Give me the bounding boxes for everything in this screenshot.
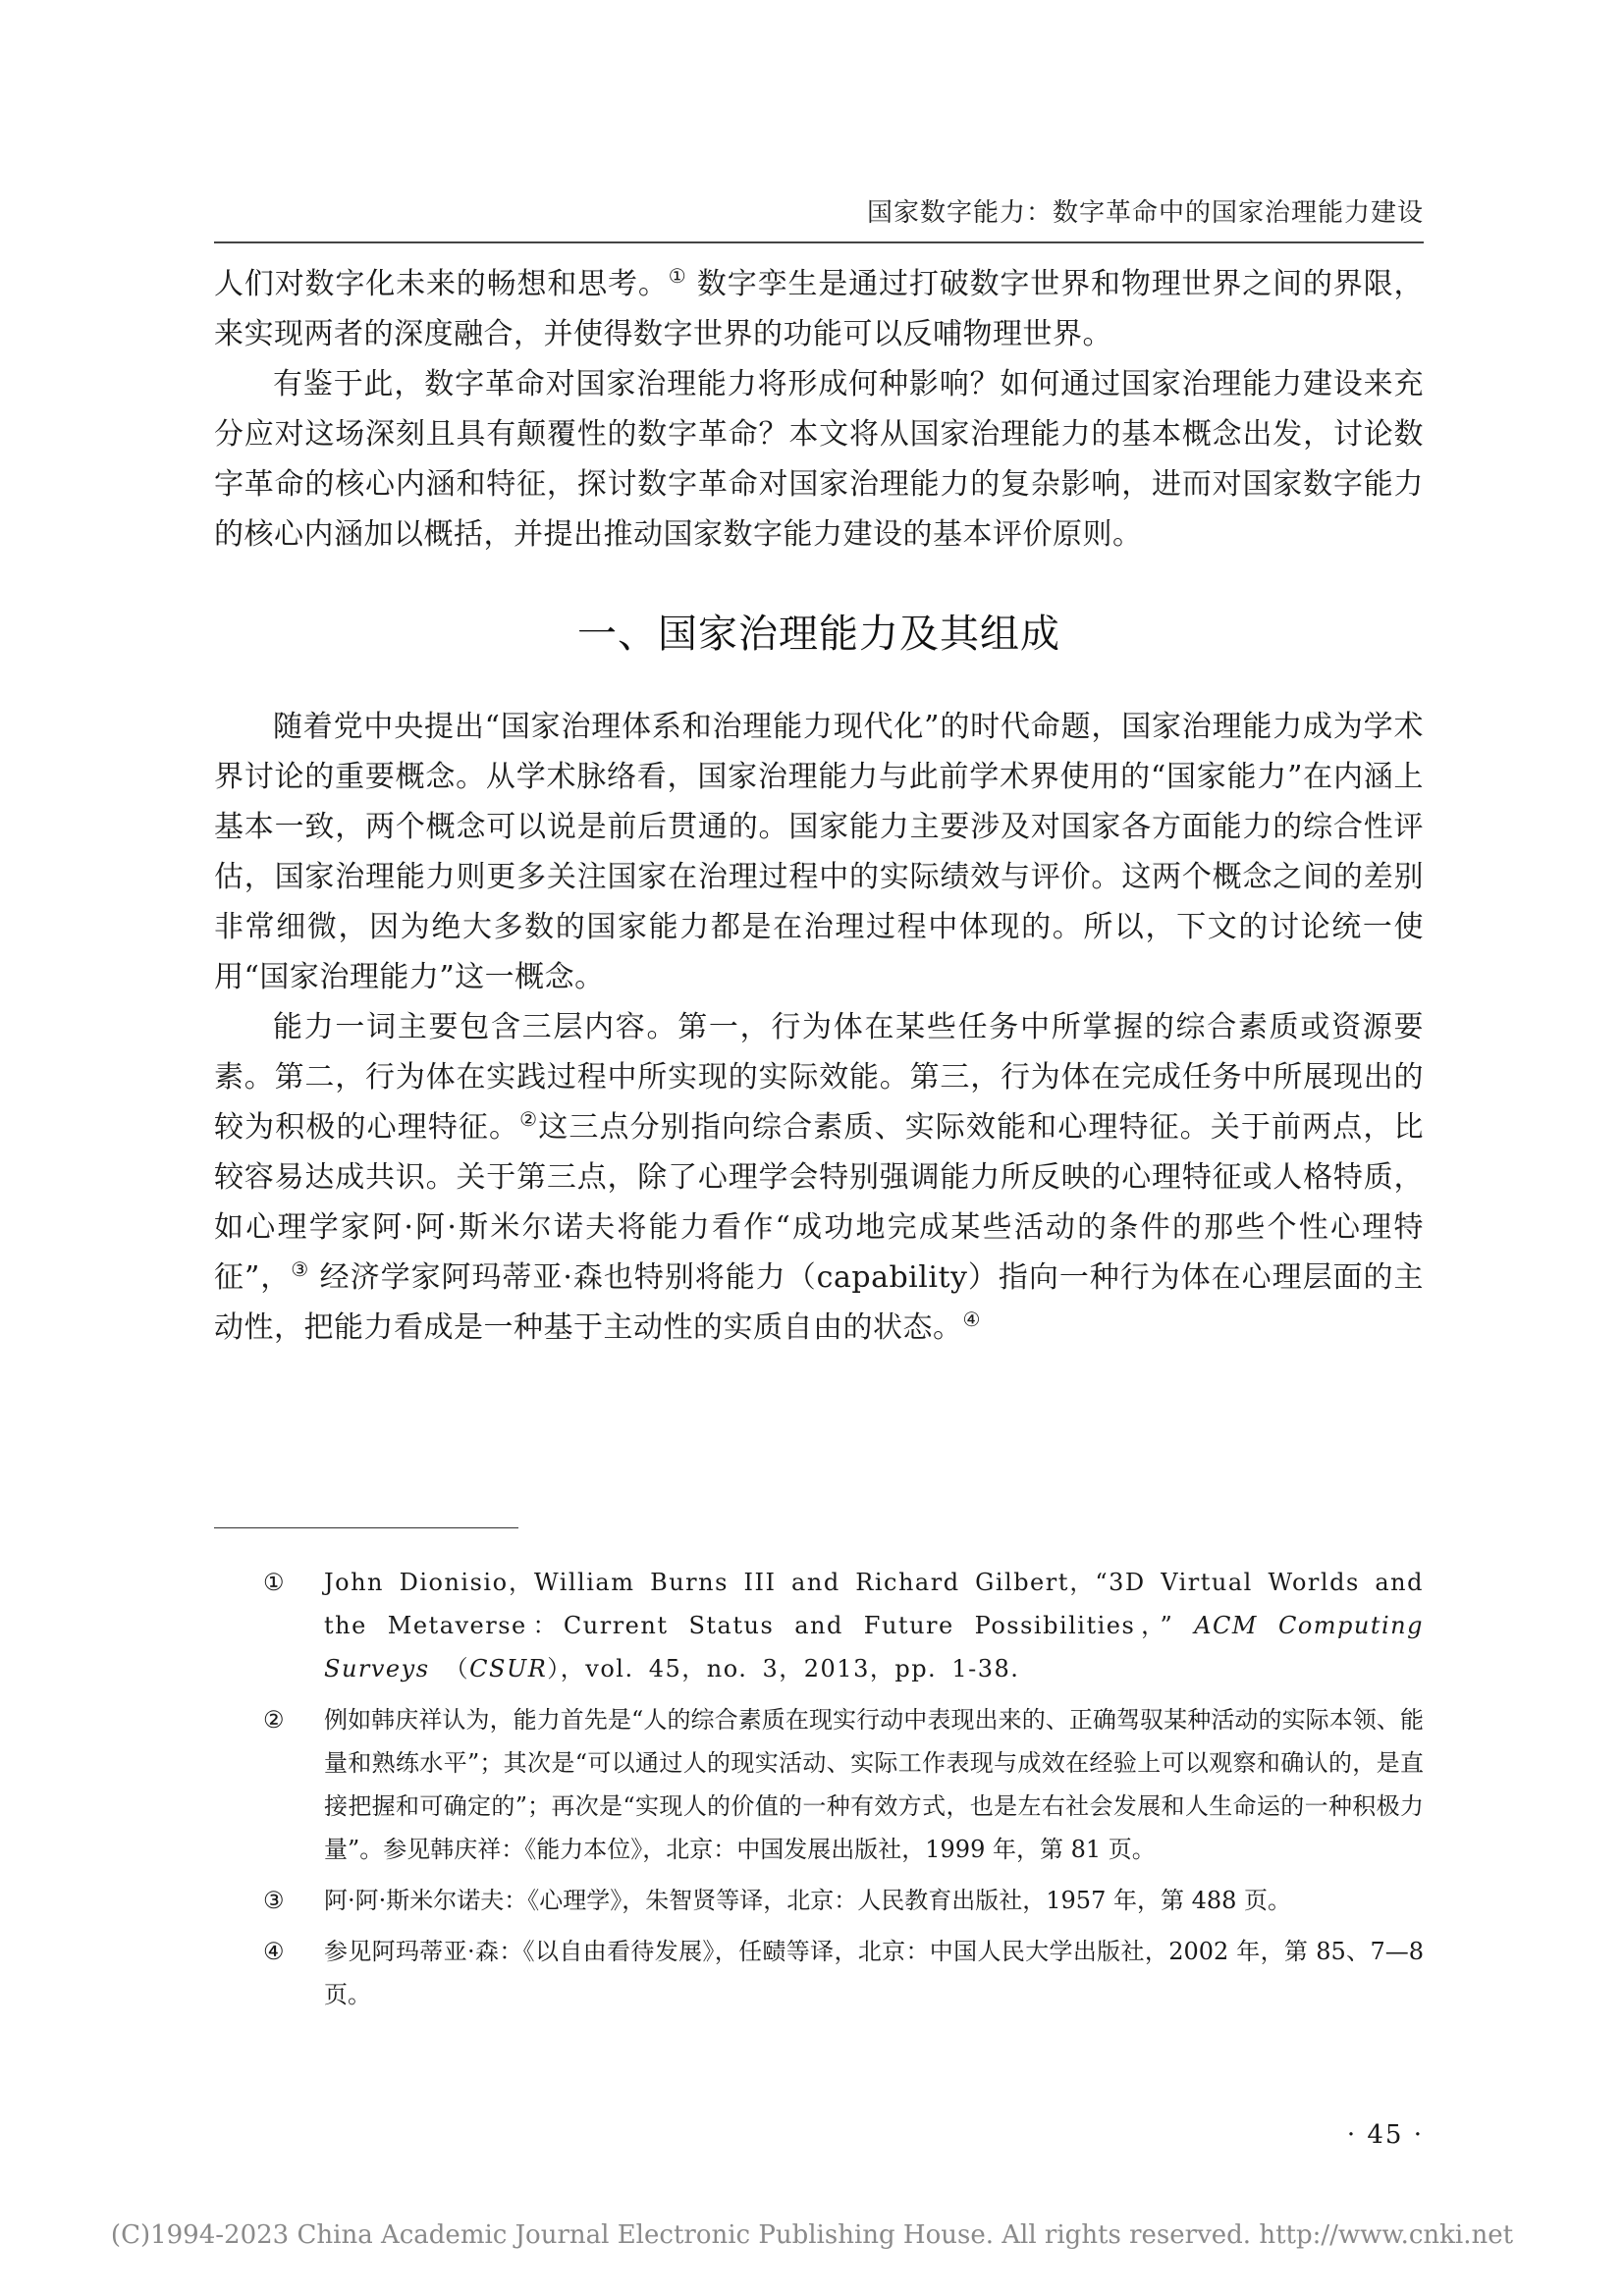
paragraph-text: 数字孪生是通过打破数字世界和物理世界之间的界限，来实现两者的深度融合，并使得数字世界的功能可以反哺物理世界。 (214, 267, 1424, 351)
footnote-ref[interactable]: ① (668, 264, 687, 288)
footnote-text: 参见阿玛蒂亚·森：《以自由看待发展》，任赜等译，北京：中国人民大学出版社，2002 年，第 85、7—8 页。 (324, 1938, 1424, 2008)
footnote-text (324, 1561, 1424, 1690)
paragraph-text: 经济学家阿玛蒂亚·森也特别将能力（capability）指向一种行为体在心理层面的主动性，把能力看成是一种基于主动性的实质自由的状态。 (214, 1260, 1424, 1345)
paragraph-text: 能力一词主要包含三层内容。第一，行为体在某些任务中所掌握的综合素质或资源要素。第二，行为体在实践过程中所实现的实际效能。第三，行为体在完成任务中所展现出的较为积极的心理特征。 (214, 1010, 1424, 1145)
article-body (214, 259, 1424, 1353)
footnote-number: ③ (263, 1887, 285, 1914)
section-title: 一、国家治理能力及其组成 (577, 612, 1060, 657)
footnote-number: ① (263, 1569, 285, 1596)
paragraph: 有鉴于此，数字革命对国家治理能力将形成何种影响？如何通过国家治理能力建设来充分应对这场深刻且具有颠覆性的数字革命？本文将从国家治理能力的基本概念出发，讨论数字革命的核心内涵和特征，探讨数字革命对国家治理能力的复杂影响，进而对国家数字能力的核心内涵加以概括，并提出推动国家数字能力建设的基本评价原则。 (214, 367, 1424, 552)
journal-title: ACM Computing Surveys (324, 1612, 1424, 1682)
copyright-watermark: (C)1994-2023 China Academic Journal Electronic Publishing House. All rights reserved. http://www.cnki.net (110, 2220, 1514, 2250)
header-rule (214, 241, 1424, 243)
footnote (263, 1879, 1424, 1922)
paragraph: 随着党中央提出“国家治理体系和治理能力现代化”的时代命题，国家治理能力成为学术界讨论的重要概念。从学术脉络看，国家治理能力与此前学术界使用的“国家能力”在内涵上基本一致，两个概念可以说是前后贯通的。国家能力主要涉及对国家各方面能力的综合性评估，国家治理能力则更多关注国家在治理过程中的实际绩效与评价。这两个概念之间的差别非常细微，因为绝大多数的国家能力都是在治理过程中体现的。所以，下文的讨论统一使用“国家治理能力”这一概念。 (214, 710, 1424, 994)
paragraph-text: 人们对数字化未来的畅想和思考。 (214, 267, 669, 301)
footnote (263, 1561, 1424, 1690)
running-header: 国家数字能力：数字革命中的国家治理能力建设 (866, 198, 1424, 228)
footnote-number: ④ (263, 1938, 285, 1965)
footnotes (263, 1561, 1424, 2024)
footnote-rule (214, 1527, 518, 1528)
footnote-ref[interactable]: ③ (291, 1257, 310, 1281)
footnote-text: 例如韩庆祥认为，能力首先是“人的综合素质在现实行动中表现出来的、正确驾驭某种活动的实际本领、能量和熟练水平”；其次是“可以通过人的现实活动、实际工作表现与成效在经验上可以观察和确认的，是直接把握和可确定的”；再次是“实现人的价值的一种有效方式，也是左右社会发展和人生命运的一种积极力量”。参见韩庆祥：《能力本位》，北京：中国发展出版社，1999 年，第 81 页。 (324, 1706, 1424, 1863)
footnote-text-part: John Dionisio，William Burns III and Richard Gilbert，“3D Virtual Worlds and the Metaverse：Current Status and Future Possibilities，” (324, 1569, 1424, 1639)
paragraph (214, 1002, 1424, 1353)
footnote (263, 1930, 1424, 2016)
footnote-text-part: （ (429, 1655, 470, 1682)
footnote-ref[interactable]: ④ (962, 1308, 981, 1331)
paragraph-text: 这三点分别指向综合素质、实际效能和心理特征。关于前两点，比较容易达成共识。关于第三点，除了心理学会特别强调能力所反映的心理特征或人格特质，如心理学家阿·阿·斯米尔诺夫将能力看作“成功地完成某些活动的条件的那些个性心理特征”， (214, 1110, 1424, 1295)
footnote-number: ② (263, 1706, 285, 1734)
footnote (263, 1698, 1424, 1871)
footnote-text: 阿·阿·斯米尔诺夫：《心理学》，朱智贤等译，北京：人民教育出版社，1957 年，第 488 页。 (324, 1887, 1292, 1914)
footnote-text-part: ），vol. 45，no. 3，2013，pp. 1-38. (547, 1655, 1020, 1682)
paragraph (214, 259, 1424, 359)
journal-abbrev: CSUR (469, 1655, 548, 1682)
page-number: · 45 · (1346, 2120, 1424, 2150)
footnote-ref[interactable]: ② (519, 1107, 539, 1131)
